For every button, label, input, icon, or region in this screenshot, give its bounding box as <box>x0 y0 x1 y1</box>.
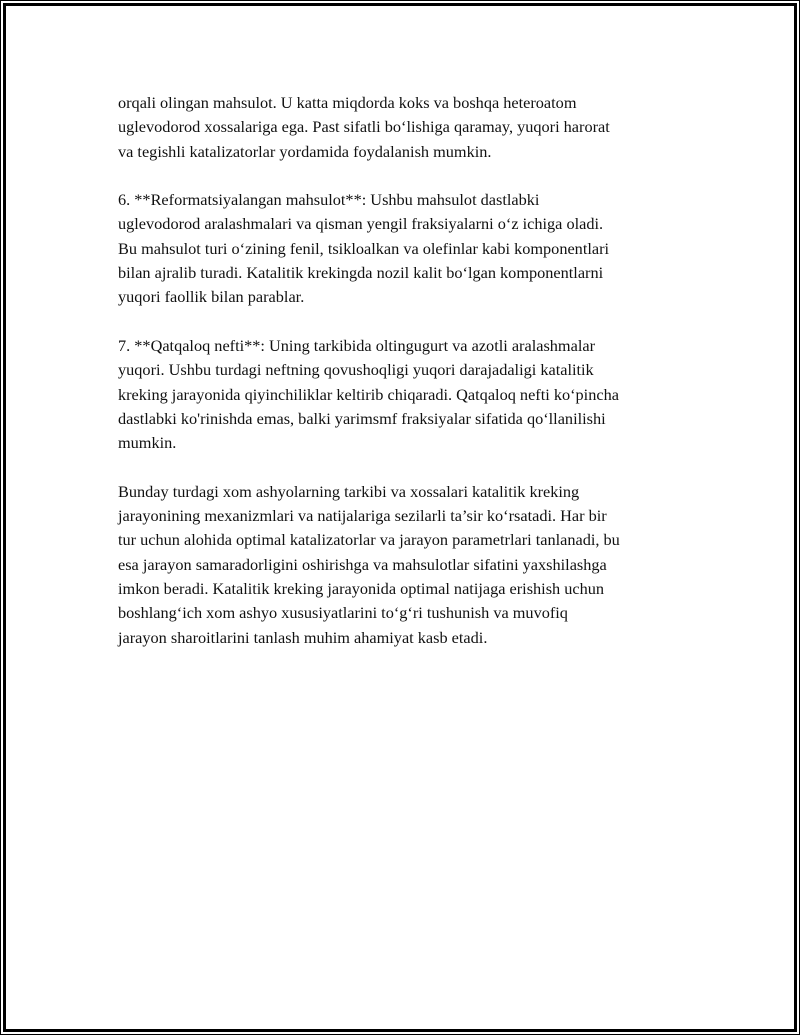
paragraph-conclusion: Bunday turdagi xom ashyolarning tarkibi va xossalari katalitik kreking jarayonining mexanizmlari va natijalariga sezilarli ta’sir ko‘rsatadi. Har bir tur uchun alohida optimal katalizatorlar va jarayon parametrlari tanlanadi, bu esa jarayon samaradorligini oshirishga va mahsulotlar sifatini yaxshilashga imkon beradi. Katalitik kreking jarayonida optimal natijaga erishish uchun boshlang‘ich xom ashyo xususiyatlarini to‘g‘ri tushunish va muvofiq jarayon sharoitlarini tanlash muhim ahamiyat kasb etadi. <box>118 481 620 647</box>
paragraph-continuation: orqali olingan mahsulot. U katta miqdorda koks va boshqa heteroatom uglevodorod xossalariga ega. Past sifatli bo‘lishiga qaramay, yuqori harorat va tegishli katalizatorlar yordamida foydalanish mumkin. <box>118 93 610 161</box>
paragraph-item-6: 6. **Reformatsiyalangan mahsulot**: Ushbu mahsulot dastlabki uglevodorod aralashmalari va qisman yengil fraksiyalarni o‘z ichiga oladi. Bu mahsulot turi o‘zining fenil, tsikloalkan va olefinlar kabi komponentlari bilan ajralib turadi. Katalitik krekingda nozil kalit bo‘lgan komponentlarni yuqori faollik bilan parablar. <box>118 190 610 307</box>
paragraph-item-7: 7. **Qatqaloq nefti**: Uning tarkibida oltingugurt va azotli aralashmalar yuqori. Ushbu turdagi neftning qovushoqligi yuqori darajadaligi katalitik kreking jarayonida qiyinchiliklar keltirib chiqaradi. Qatqaloq nefti ko‘pincha dastlabki ko'rinishda emas, balki yarimsmf fraksiyalar sifatida qo‘llanilishi mumkin. <box>118 335 619 453</box>
document-body <box>118 91 693 674</box>
